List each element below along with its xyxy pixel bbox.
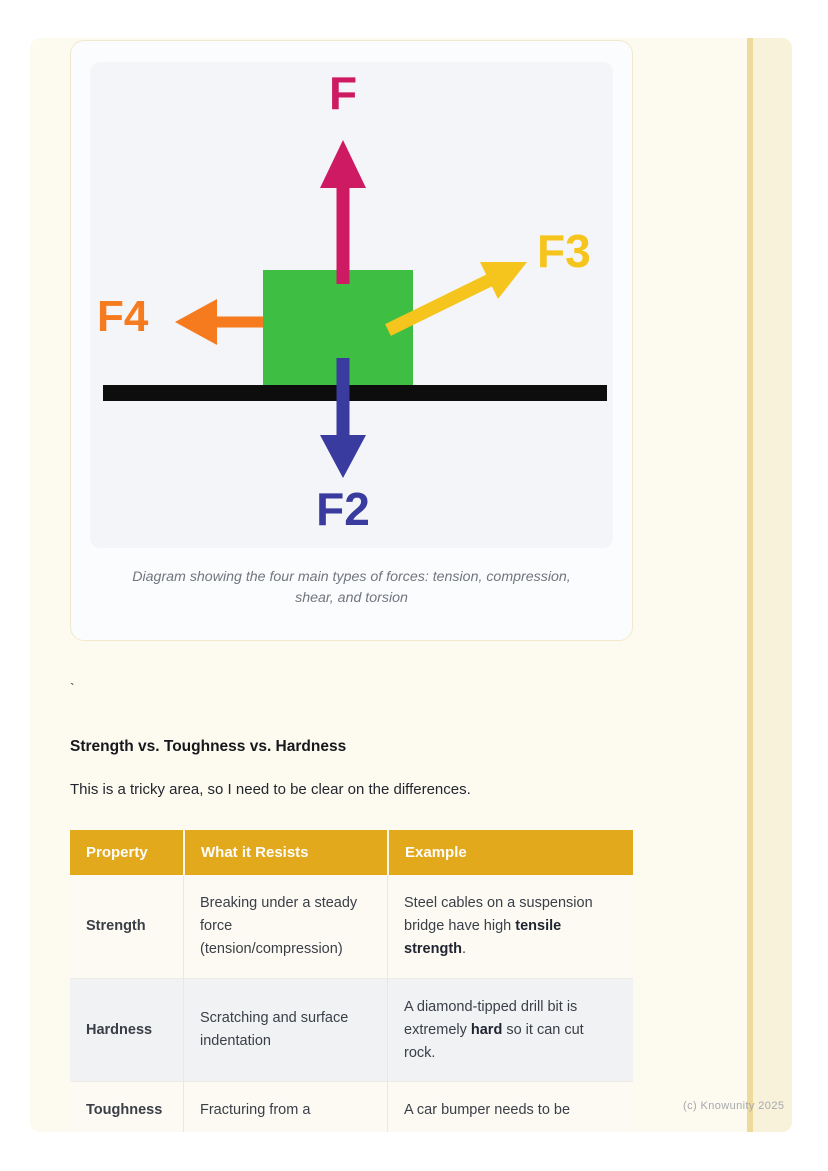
watermark: (c) Knowunity 2025 (683, 1100, 785, 1112)
property-cell: Toughness (70, 1081, 183, 1132)
f-label: F (328, 67, 358, 119)
header-property: Property (70, 830, 183, 875)
example-bold-text: tensile strength (404, 917, 562, 957)
section-heading: Strength vs. Toughness vs. Hardness (70, 738, 347, 755)
document-content (70, 40, 633, 1132)
f4-label: F4 (97, 292, 149, 341)
header-resists: What it Resists (183, 830, 387, 875)
property-cell: Strength (86, 917, 146, 934)
example-text: so it can cut rock. (404, 1021, 584, 1061)
example-text: . (462, 940, 467, 957)
example-cell (387, 1081, 633, 1132)
f2-arrow-shaft (337, 358, 350, 439)
f-arrow-head (320, 140, 366, 188)
resists-cell: Scratching and surface indentation (183, 978, 387, 1082)
f3-label: F3 (537, 225, 591, 277)
f2-arrow-head (320, 435, 366, 478)
forces-figure-card (70, 40, 633, 641)
example-bold-text: hard (470, 1021, 503, 1038)
figure-caption: Diagram showing the four main types of forces: tension, compression, shear, and torsion (132, 569, 571, 607)
document-sheet (30, 38, 792, 1132)
table-row (70, 978, 633, 1082)
forces-diagram-svg (90, 62, 613, 548)
table-header-row (70, 830, 633, 875)
section-intro: This is a tricky area, so I need to be clear on the differences. (70, 781, 471, 798)
example-text: A car bumper needs to be (404, 1102, 571, 1119)
forces-diagram (90, 62, 613, 548)
f4-arrow-shaft (215, 317, 263, 328)
surface-bar (103, 385, 607, 401)
resists-cell: Fracturing from a (183, 1081, 387, 1132)
f4-arrow-head (175, 299, 217, 345)
example-text: A diamond-tipped drill bit is extremely (404, 998, 578, 1038)
example-cell (387, 875, 633, 978)
properties-table (70, 830, 633, 1132)
property-cell: Hardness (70, 978, 183, 1082)
table-row (70, 1081, 633, 1132)
example-text: Steel cables on a suspension bridge have high (404, 895, 593, 934)
accent-margin-strip (753, 38, 792, 1132)
f-arrow-shaft (337, 184, 350, 284)
example-cell (387, 978, 633, 1082)
resists-cell: Breaking under a steady force (tension/compression) (183, 875, 387, 978)
stray-backtick-text: ` (70, 680, 75, 696)
table-row (70, 875, 633, 978)
header-example: Example (387, 830, 633, 875)
f2-label: F2 (316, 483, 370, 535)
